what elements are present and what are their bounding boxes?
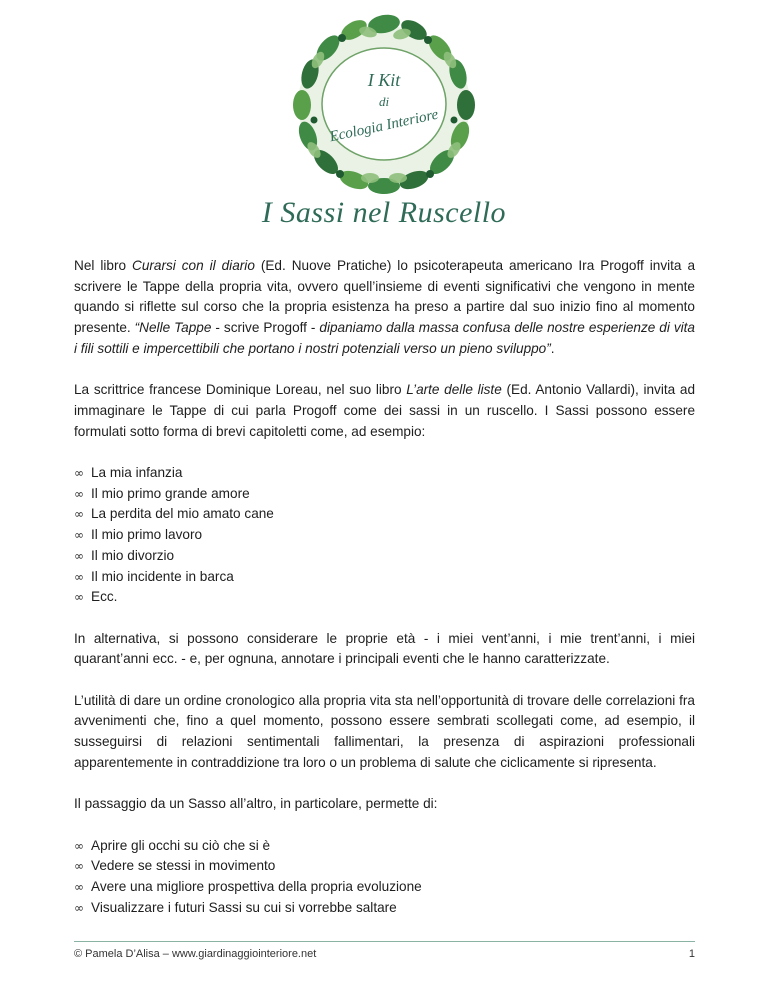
list-item: ∞ Aprire gli occhi su ciò che si è bbox=[74, 836, 695, 857]
list-item: ∞ Il mio primo lavoro bbox=[74, 525, 695, 546]
paragraph-ages: In alternativa, si possono considerare le proprie età - i miei vent’anni, i mie trent’anni, i miei quarant’anni ecc. - e, per ognuna, annotare i principali eventi che le hanno caratterizzate. bbox=[74, 630, 695, 667]
benefits-list bbox=[74, 836, 695, 919]
book-title: L’arte delle liste bbox=[406, 382, 502, 398]
list-item: ∞ Il mio incidente in barca bbox=[74, 567, 695, 588]
quote: “Nelle Tappe bbox=[134, 320, 212, 336]
paragraph-progoff: Nel libro Curarsi con il diario (Ed. Nuove Pratiche) lo psicoterapeuta americano Ira Progoff invita a scrivere le Tappe della propria vita, ovvero quell’insieme di eventi significativi che vengono in mente quando si riflette sul corso che la propria esistenza ha preso a partire dal suo inizio fino al momento presente. “Nelle Tappe - scrive Progoff - dipaniamo dalla massa confusa delle nostre esperienze di vita i fili sottili e impercettibili che portano i nostri potenziali verso un pieno sviluppo”. bbox=[74, 258, 695, 356]
kit-ecologia-logo bbox=[284, 10, 484, 196]
list-item: ∞ La mia infanzia bbox=[74, 463, 695, 484]
footer-divider bbox=[74, 941, 695, 942]
page-number: 1 bbox=[688, 948, 695, 960]
infinity-bullet-icon: ∞ bbox=[74, 486, 84, 501]
list-item: ∞ La perdita del mio amato cane bbox=[74, 504, 695, 525]
infinity-bullet-icon: ∞ bbox=[74, 838, 84, 853]
infinity-bullet-icon: ∞ bbox=[74, 548, 84, 563]
logo-line-2: di bbox=[378, 94, 390, 109]
book-title: Curarsi con il diario bbox=[132, 258, 255, 273]
document-body bbox=[74, 256, 695, 939]
infinity-bullet-icon: ∞ bbox=[74, 507, 84, 522]
list-item: ∞ Il mio primo grande amore bbox=[74, 484, 695, 505]
infinity-bullet-icon: ∞ bbox=[74, 466, 84, 480]
stones-list bbox=[74, 463, 695, 608]
list-item: ∞ Il mio divorzio bbox=[74, 546, 695, 567]
infinity-bullet-icon: ∞ bbox=[74, 569, 84, 584]
list-item: ∞ Visualizzare i futuri Sassi su cui si vorrebbe saltare bbox=[74, 898, 695, 919]
list-item: ∞ Vedere se stessi in movimento bbox=[74, 856, 695, 877]
paragraph-utility: L’utilità di dare un ordine cronologico alla propria vita sta nell’opportunità di trovare delle correlazioni fra avvenimenti che, fino a quel momento, possono essere sembrati scollegati come, ad esempio, il susseguirsi di relazioni sentimentali fallimentari, la presenza di aspirazioni professionali apparentemente in contraddizione tra loro o un problema di salute che ciclicamente si ripresenta. bbox=[74, 692, 695, 770]
list-item: ∞ Ecc. bbox=[74, 587, 695, 608]
quote: dipaniamo dalla massa confusa delle nostre esperienze di vita i fili sottili e impercettibili che portano i nostri potenziali verso un pieno sviluppo” bbox=[74, 320, 695, 356]
paragraph-passage: Il passaggio da un Sasso all’altro, in particolare, permette di: bbox=[74, 796, 438, 812]
logo-line-1: I Kit bbox=[367, 70, 401, 90]
infinity-bullet-icon: ∞ bbox=[74, 590, 84, 605]
infinity-bullet-icon: ∞ bbox=[74, 880, 84, 894]
logo-line-3: Ecologia Interiore bbox=[328, 106, 440, 146]
paragraph-loreau: La scrittrice francese Dominique Loreau, nel suo libro L’arte delle liste (Ed. Antonio Vallardi), invita ad immaginare le Tappe di cui parla Progoff come dei sassi in un ruscello. I Sassi possono essere formulati sotto forma di brevi capitoletti come, ad esempio: bbox=[74, 382, 696, 439]
infinity-bullet-icon: ∞ bbox=[74, 528, 84, 543]
infinity-bullet-icon: ∞ bbox=[74, 859, 84, 874]
footer-copyright: © Pamela D’Alisa – www.giardinaggiointeriore.net bbox=[74, 948, 317, 960]
page-title: I Sassi nel Ruscello bbox=[261, 196, 507, 229]
infinity-bullet-icon: ∞ bbox=[74, 900, 84, 915]
list-item: ∞ Avere una migliore prospettiva della propria evoluzione bbox=[74, 877, 695, 898]
